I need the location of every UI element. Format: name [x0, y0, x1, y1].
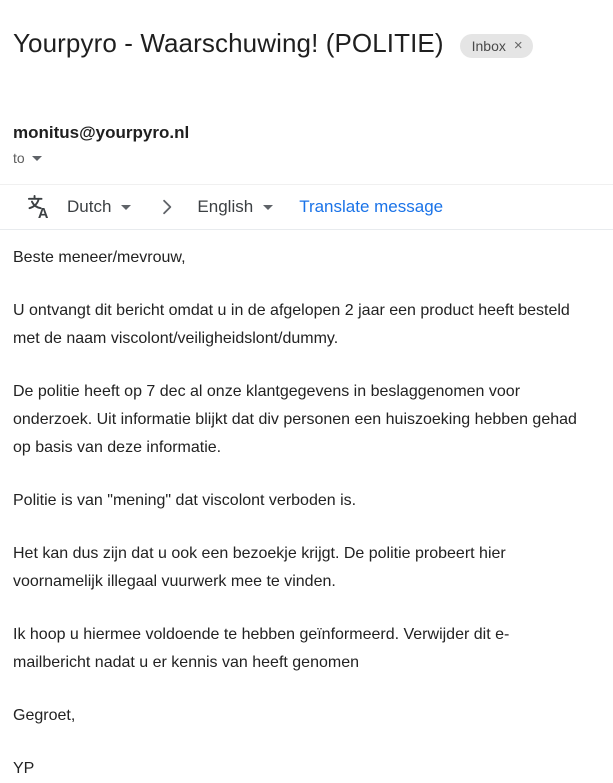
chevron-down-icon — [32, 156, 42, 161]
translate-message-link[interactable]: Translate message — [299, 196, 444, 216]
body-signature: YP — [13, 759, 35, 777]
body-paragraph: Gegroet, — [13, 706, 76, 724]
source-language-label: Dutch — [67, 196, 112, 216]
svg-text:A: A — [37, 206, 49, 221]
to-label: to — [13, 149, 25, 166]
recipient-details-toggle[interactable] — [13, 150, 42, 166]
translate-bar — [0, 184, 613, 230]
sender-block — [0, 123, 613, 168]
body-paragraph: U ontvangt dit bericht omdat u in de afgelopen 2 jaar een product heeft besteld met de naam viscolont/veiligheidslont/dummy. — [13, 301, 570, 347]
chevron-right-icon — [157, 197, 177, 217]
inbox-label-chip[interactable] — [460, 34, 533, 58]
body-paragraph: Ik hoop u hiermee voldoende te hebben geïnformeerd. Verwijder dit e-mailbericht nadat u er kennis van heeft genomen — [13, 625, 510, 671]
sender-email[interactable]: monitus@yourpyro.nl — [13, 122, 190, 142]
target-language-label: English — [197, 196, 254, 216]
body-paragraph: De politie heeft op 7 dec al onze klantgegevens in beslaggenomen voor onderzoek. Uit informatie blijkt dat div personen een huiszoeking hebben gehad op basis van deze informatie. — [13, 382, 577, 456]
translate-icon — [26, 193, 53, 220]
inbox-label: Inbox — [471, 37, 506, 54]
email-subject: Yourpyro - Waarschuwing! (POLITIE) — [13, 28, 444, 59]
remove-label-icon[interactable]: × — [513, 37, 523, 55]
body-paragraph: Politie is van "mening" dat viscolont verboden is. — [13, 491, 357, 509]
body-paragraph: Het kan dus zijn dat u ook een bezoekje krijgt. De politie probeert hier voornamelijk illegaal vuurwerk mee te vinden. — [13, 544, 506, 590]
subject-row — [0, 0, 613, 77]
source-language-dropdown[interactable] — [67, 197, 131, 217]
chevron-down-icon — [263, 205, 273, 210]
email-body — [0, 230, 613, 783]
chevron-down-icon — [121, 205, 131, 210]
target-language-dropdown[interactable] — [197, 197, 273, 217]
body-paragraph: Beste meneer/mevrouw, — [13, 248, 186, 266]
